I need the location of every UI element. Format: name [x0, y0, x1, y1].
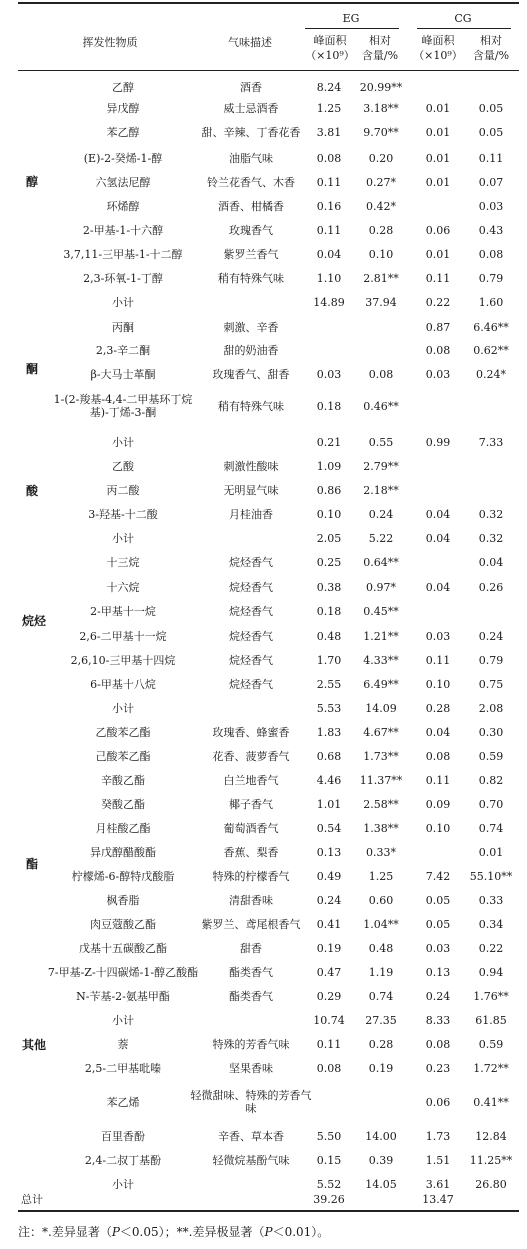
category-ketones: 酮 — [25, 362, 38, 376]
cell-eg-area: 0.11 — [316, 1038, 342, 1051]
cell-cg-area: 0.87 — [425, 321, 451, 334]
cell-cg-rel: 6.46** — [473, 321, 509, 334]
cell-cg-rel: 0.05 — [478, 126, 504, 139]
bottom-rule — [18, 1210, 519, 1212]
cell-odor: 酒香、柑橘香 — [218, 200, 284, 213]
cell-odor: 坚果香味 — [229, 1062, 273, 1075]
cell-cg-rel: 0.30 — [478, 726, 504, 739]
cell-eg-rel: 0.19 — [368, 1062, 394, 1075]
cell-eg-rel: 2.79** — [363, 460, 399, 473]
cell-eg-rel: 9.70** — [363, 126, 399, 139]
cell-cg-rel: 0.05 — [478, 102, 504, 115]
cell-odor: 甜、辛辣、丁香花香 — [201, 126, 301, 139]
cell-cg-area: 0.09 — [425, 798, 451, 811]
cell-name: 六氢法尼醇 — [95, 176, 151, 189]
cell-name: 萘 — [117, 1038, 129, 1051]
cell-cg-rel: 0.32 — [478, 508, 504, 521]
cell-cg-rel: 0.22 — [478, 942, 504, 955]
cell-name: (E)-2-癸烯-1-醇 — [83, 152, 163, 165]
cell-cg-area: 0.22 — [425, 296, 451, 309]
cell-cg-area: 0.06 — [425, 1096, 451, 1109]
cell-cg-area: 0.03 — [425, 368, 451, 381]
cell-eg-area: 0.11 — [316, 176, 342, 189]
cell-cg-area: 0.10 — [425, 678, 451, 691]
cell-eg-rel: 1.21** — [363, 630, 399, 643]
cell-eg-rel: 2.58** — [363, 798, 399, 811]
cell-cg-area: 0.04 — [425, 532, 451, 545]
cg-rel-header-2: 含量/% — [472, 49, 510, 62]
cell-eg-rel: 0.20 — [368, 152, 394, 165]
cell-cg-area: 0.03 — [425, 630, 451, 643]
cell-eg-area: 0.08 — [316, 1062, 342, 1075]
note-single-text: .差异显著（ — [48, 1225, 112, 1239]
cell-odor: 威士忌酒香 — [223, 102, 279, 115]
cell-cg-area: 7.42 — [425, 870, 451, 883]
cell-cg-rel: 0.01 — [478, 846, 504, 859]
cell-cg-area: 0.06 — [425, 224, 451, 237]
cell-odor: 月桂油香 — [229, 508, 273, 521]
cell-cg-area: 0.99 — [425, 436, 451, 449]
cell-name: 乙酸 — [112, 460, 134, 473]
cell-eg-area: 0.68 — [316, 750, 342, 763]
cell-eg-area: 10.74 — [313, 1014, 345, 1027]
cell-cg-rel: 0.59 — [478, 1038, 504, 1051]
cell-odor: 紫罗兰香气 — [223, 248, 279, 261]
cell-eg-area: 0.16 — [316, 200, 342, 213]
cell-eg-area: 0.86 — [316, 484, 342, 497]
cell-odor: 葡萄酒香气 — [223, 822, 279, 835]
cell-name: 2,5-二甲基吡嗪 — [84, 1062, 162, 1075]
cell-cg-area: 0.23 — [425, 1062, 451, 1075]
cell-eg-area: 14.89 — [313, 296, 345, 309]
cell-odor: 玫瑰香气、甜香 — [212, 368, 290, 381]
cell-cg-area: 0.01 — [425, 126, 451, 139]
category-alcohols: 醇 — [25, 175, 38, 189]
cell-name: 小计 — [112, 1178, 134, 1191]
cell-cg-rel: 0.26 — [478, 581, 504, 594]
note-single-threshold: ＜0.05）； — [119, 1225, 177, 1239]
cell-eg-area: 0.24 — [316, 894, 342, 907]
cell-name: N-苄基-2-氨基甲酯 — [76, 990, 170, 1003]
cell-eg-area: 0.21 — [316, 436, 342, 449]
cell-eg-area: 2.55 — [316, 678, 342, 691]
cell-eg-rel: 14.00 — [365, 1130, 397, 1143]
cell-name: 3,7,11-三甲基-1-十二醇 — [63, 248, 183, 261]
cell-odor: 清甜香味 — [229, 894, 273, 907]
cell-name: 2,6,10-三甲基十四烷 — [70, 654, 176, 667]
cell-cg-rel: 11.25** — [469, 1154, 513, 1167]
eg-rel-header-1: 相对 — [369, 34, 391, 47]
cell-eg-area: 3.81 — [316, 126, 342, 139]
cell-eg-area: 1.01 — [316, 798, 342, 811]
cell-cg-rel: 0.07 — [478, 176, 504, 189]
header-odor: 气味描述 — [228, 36, 272, 49]
cell-eg-rel: 2.81** — [363, 272, 399, 285]
cell-eg-rel: 0.28 — [368, 1038, 394, 1051]
cell-odor: 玫瑰香气 — [229, 224, 273, 237]
cell-cg-rel: 0.03 — [478, 200, 504, 213]
cell-eg-area: 0.25 — [316, 556, 342, 569]
cell-cg-rel: 0.62** — [473, 344, 509, 357]
cell-cg-rel: 0.34 — [478, 918, 504, 931]
cell-eg-rel: 0.33* — [366, 846, 396, 859]
cell-cg-area: 0.03 — [425, 942, 451, 955]
cell-eg-area: 5.50 — [316, 1130, 342, 1143]
cell-odor: 紫罗兰、鸢尾根香气 — [201, 918, 301, 931]
cell-cg-area: 0.01 — [425, 152, 451, 165]
cell-eg-area: 0.18 — [316, 605, 342, 618]
cell-eg-rel: 14.05 — [365, 1178, 397, 1191]
cell-name: 戊基十五碳酸乙酯 — [79, 942, 167, 955]
cell-name: 辛酸乙酯 — [101, 774, 145, 787]
cell-name: 环烯醇 — [106, 200, 140, 213]
cell-odor: 甜的奶油香 — [223, 344, 279, 357]
cell-cg-area: 0.01 — [425, 248, 451, 261]
cell-eg-rel: 0.64** — [363, 556, 399, 569]
cell-cg-area: 0.13 — [425, 966, 451, 979]
cg-subrule — [417, 28, 511, 29]
cell-eg-rel: 1.19 — [368, 966, 394, 979]
cell-cg-rel: 7.33 — [478, 436, 504, 449]
cell-cg-rel: 61.85 — [475, 1014, 507, 1027]
cell-cg-rel: 0.24* — [476, 368, 506, 381]
note-double-text: .差异极显著（ — [188, 1225, 265, 1239]
cell-odor: 无明显气味 — [223, 484, 279, 497]
cell-eg-rel: 4.67** — [363, 726, 399, 739]
cell-cg-rel: 12.84 — [475, 1130, 507, 1143]
cell-name: 百里香酚 — [101, 1130, 145, 1143]
cell-name: 2,6-二甲基十一烷 — [79, 630, 167, 643]
cell-odor: 香蕉、梨香 — [223, 846, 279, 859]
cell-odor: 玫瑰香、蜂蜜香 — [212, 726, 290, 739]
cell-eg-area: 5.52 — [316, 1178, 342, 1191]
cell-eg-rel: 14.09 — [365, 702, 397, 715]
cell-odor: 稍有特殊气味 — [218, 272, 284, 285]
cell-eg-rel: 27.35 — [365, 1014, 397, 1027]
cell-eg-area: 1.09 — [316, 460, 342, 473]
cell-name: 2,3-辛二酮 — [95, 344, 151, 357]
cell-eg-area: 8.24 — [316, 81, 342, 94]
cell-cg-area: 0.08 — [425, 344, 451, 357]
note-p-letter: P — [111, 1225, 120, 1239]
cell-cg-area: 0.24 — [425, 990, 451, 1003]
cell-eg-rel: 0.28 — [368, 224, 394, 237]
cell-name: 己酸苯乙酯 — [95, 750, 151, 763]
cell-cg-rel: 1.72** — [473, 1062, 509, 1075]
cg-area-header-1: 峰面积 — [421, 34, 455, 47]
cell-name: 乙酸苯乙酯 — [95, 726, 151, 739]
cell-name: 小计 — [112, 702, 134, 715]
cell-name: β-大马士革酮 — [90, 368, 156, 381]
cell-name: 肉豆蔻酸乙酯 — [90, 918, 156, 931]
cell-eg-area: 0.03 — [316, 368, 342, 381]
cell-cg-rel: 0.32 — [478, 532, 504, 545]
cell-eg-rel: 37.94 — [365, 296, 397, 309]
cell-eg-rel: 0.45** — [363, 605, 399, 618]
cell-name: 2,4-二叔丁基酚 — [84, 1154, 162, 1167]
cell-eg-area: 0.54 — [316, 822, 342, 835]
cell-name: 1-(2-羧基-4,4-二甲基环丁烷基)-丁烯-3-酮 — [53, 393, 193, 419]
cell-cg-area: 0.08 — [425, 1038, 451, 1051]
cell-odor: 特殊的芳香气味 — [212, 1038, 290, 1051]
cell-eg-rel: 1.25 — [368, 870, 394, 883]
cell-cg-area: 0.05 — [425, 918, 451, 931]
cell-odor: 酯类香气 — [229, 990, 273, 1003]
category-alkanes: 烷烃 — [21, 614, 46, 628]
total-label: 总计 — [21, 1193, 43, 1206]
cell-name: 小计 — [112, 532, 134, 545]
cell-eg-area: 0.38 — [316, 581, 342, 594]
cell-name: 小计 — [112, 296, 134, 309]
cell-eg-area: 0.15 — [316, 1154, 342, 1167]
cell-cg-area: 1.51 — [425, 1154, 451, 1167]
cell-odor: 花香、菠萝香气 — [212, 750, 290, 763]
cell-cg-area: 0.10 — [425, 822, 451, 835]
cell-name: 异戊醇 — [106, 102, 140, 115]
cell-eg-rel: 0.39 — [368, 1154, 394, 1167]
cell-eg-rel: 0.46** — [363, 400, 399, 413]
cell-cg-rel: 55.10** — [469, 870, 513, 883]
header-rule — [18, 70, 519, 71]
cell-cg-rel: 0.74 — [478, 822, 504, 835]
cell-odor: 烷烃香气 — [229, 630, 273, 643]
cell-cg-rel: 0.94 — [478, 966, 504, 979]
cell-odor: 烷烃香气 — [229, 556, 273, 569]
cell-odor: 烷烃香气 — [229, 678, 273, 691]
cell-eg-rel: 6.49** — [363, 678, 399, 691]
cell-name: 十六烷 — [106, 581, 140, 594]
cell-odor: 刺激性酸味 — [223, 460, 279, 473]
cell-eg-area: 1.83 — [316, 726, 342, 739]
cell-eg-area: 0.10 — [316, 508, 342, 521]
cell-eg-rel: 3.18** — [363, 102, 399, 115]
cell-name: 丙酮 — [112, 321, 134, 334]
cell-eg-area: 0.49 — [316, 870, 342, 883]
cell-name: 丙二酸 — [106, 484, 140, 497]
eg-subrule — [305, 28, 399, 29]
cell-odor: 酯类香气 — [229, 966, 273, 979]
cell-cg-area: 0.01 — [425, 102, 451, 115]
cell-eg-area: 0.48 — [316, 630, 342, 643]
note-prefix: 注： — [18, 1225, 43, 1239]
cell-eg-area: 0.11 — [316, 224, 342, 237]
cell-cg-rel: 0.11 — [478, 152, 504, 165]
cell-odor: 椰子香气 — [229, 798, 273, 811]
cell-cg-rel: 0.70 — [478, 798, 504, 811]
cell-odor: 稍有特殊气味 — [218, 400, 284, 413]
cell-eg-rel: 20.99** — [359, 81, 403, 94]
cell-name: 苯乙醇 — [106, 126, 140, 139]
cell-name: 小计 — [112, 436, 134, 449]
cell-odor: 烷烃香气 — [229, 605, 273, 618]
cell-cg-area: 0.11 — [425, 774, 451, 787]
cell-name: 2,3-环氧-1-丁醇 — [83, 272, 163, 285]
cell-odor: 轻微甜味、特殊的芳香气味 — [190, 1089, 312, 1115]
cell-name: 小计 — [112, 1014, 134, 1027]
table-note — [18, 1224, 329, 1240]
cell-name: 6-甲基十八烷 — [90, 678, 156, 691]
cell-eg-rel: 4.33** — [363, 654, 399, 667]
cell-name: 枫香脂 — [106, 894, 140, 907]
cell-cg-area: 8.33 — [425, 1014, 451, 1027]
cell-eg-rel: 0.60 — [368, 894, 394, 907]
cell-cg-rel: 0.24 — [478, 630, 504, 643]
cell-cg-rel: 0.43 — [478, 224, 504, 237]
cell-odor: 刺激、辛香 — [223, 321, 279, 334]
cell-eg-area: 0.04 — [316, 248, 342, 261]
cell-eg-rel: 0.10 — [368, 248, 394, 261]
category-acids: 酸 — [25, 484, 38, 498]
cell-eg-area: 0.13 — [316, 846, 342, 859]
cell-cg-rel: 0.75 — [478, 678, 504, 691]
cell-cg-area: 0.28 — [425, 702, 451, 715]
cell-eg-rel: 0.97* — [366, 581, 396, 594]
cell-odor: 白兰地香气 — [223, 774, 279, 787]
cell-cg-area: 1.73 — [425, 1130, 451, 1143]
cg-area-header-2: （×10⁹） — [413, 49, 463, 62]
cell-name: 癸酸乙酯 — [101, 798, 145, 811]
cell-eg-rel: 0.24 — [368, 508, 394, 521]
cell-odor: 甜香 — [240, 942, 262, 955]
cell-cg-rel: 0.79 — [478, 654, 504, 667]
cell-odor: 油脂气味 — [229, 152, 273, 165]
cell-cg-area: 0.04 — [425, 726, 451, 739]
cell-odor: 轻微烷基酚气味 — [212, 1154, 290, 1167]
cell-name: 异戊醇醋酸酯 — [90, 846, 156, 859]
cell-odor: 特殊的柠檬香气 — [212, 870, 290, 883]
cell-eg-rel: 5.22 — [368, 532, 394, 545]
cell-name: 月桂酸乙酯 — [95, 822, 151, 835]
note-double-threshold: ＜0.01）。 — [272, 1225, 330, 1239]
cell-eg-rel: 0.48 — [368, 942, 394, 955]
cell-name: 2-甲基-1-十六醇 — [82, 224, 164, 237]
cell-eg-area: 4.46 — [316, 774, 342, 787]
cell-cg-area: 0.11 — [425, 654, 451, 667]
cell-eg-rel: 1.04** — [363, 918, 399, 931]
cell-name: 2-甲基十一烷 — [90, 605, 156, 618]
cell-eg-area: 1.10 — [316, 272, 342, 285]
eg-area-header-1: 峰面积 — [313, 34, 347, 47]
top-rule — [18, 2, 519, 4]
cell-name: 3-羟基-十二酸 — [88, 508, 158, 521]
cell-cg-area: 0.04 — [425, 581, 451, 594]
header-cg: CG — [454, 12, 472, 25]
cell-cg-rel: 0.59 — [478, 750, 504, 763]
cell-cg-rel: 0.82 — [478, 774, 504, 787]
cell-cg-rel: 0.08 — [478, 248, 504, 261]
cell-cg-rel: 0.41** — [473, 1096, 509, 1109]
category-esters: 酯 — [25, 857, 38, 871]
cell-name: 7-甲基-Z-十四碳烯-1-醇乙酸酯 — [47, 966, 199, 979]
cell-cg-rel: 0.04 — [478, 556, 504, 569]
note-p-letter-2: P — [264, 1225, 273, 1239]
cell-cg-area: 3.61 — [425, 1178, 451, 1191]
note-single-mark: * — [42, 1225, 49, 1239]
cell-odor: 烷烃香气 — [229, 654, 273, 667]
cell-eg-area: 5.53 — [316, 702, 342, 715]
total-cg-area: 13.47 — [422, 1193, 454, 1206]
cell-eg-area: 0.29 — [316, 990, 342, 1003]
cell-cg-area: 0.05 — [425, 894, 451, 907]
cell-eg-rel: 0.55 — [368, 436, 394, 449]
cell-cg-area: 0.01 — [425, 176, 451, 189]
cell-cg-area: 0.11 — [425, 272, 451, 285]
cell-eg-area: 0.18 — [316, 400, 342, 413]
cell-name: 苯乙烯 — [106, 1096, 140, 1109]
cg-rel-header-1: 相对 — [480, 34, 502, 47]
cell-eg-area: 2.05 — [316, 532, 342, 545]
cell-eg-rel: 0.74 — [368, 990, 394, 1003]
header-compound: 挥发性物质 — [82, 36, 138, 49]
cell-name: 柠檬烯-6-醇特戊酸脂 — [71, 870, 175, 883]
cell-eg-rel: 1.38** — [363, 822, 399, 835]
cell-cg-rel: 2.08 — [478, 702, 504, 715]
cell-cg-rel: 0.33 — [478, 894, 504, 907]
eg-rel-header-2: 含量/% — [361, 49, 399, 62]
cell-cg-area: 0.08 — [425, 750, 451, 763]
cell-odor: 铃兰花香气、木香 — [207, 176, 295, 189]
cell-eg-rel: 1.73** — [363, 750, 399, 763]
cell-eg-area: 0.47 — [316, 966, 342, 979]
cell-eg-rel: 0.42* — [366, 200, 396, 213]
category-others: 其他 — [21, 1038, 46, 1052]
cell-eg-area: 1.70 — [316, 654, 342, 667]
cell-cg-rel: 1.60 — [478, 296, 504, 309]
cell-cg-rel: 26.80 — [475, 1178, 507, 1191]
cell-cg-area: 0.04 — [425, 508, 451, 521]
cell-eg-area: 1.25 — [316, 102, 342, 115]
cell-name: 乙醇 — [112, 81, 134, 94]
cell-eg-rel: 2.18** — [363, 484, 399, 497]
cell-eg-area: 0.19 — [316, 942, 342, 955]
total-eg-area: 39.26 — [313, 1193, 345, 1206]
cell-odor: 辛香、草本香 — [218, 1130, 284, 1143]
cell-eg-rel: 0.08 — [368, 368, 394, 381]
cell-cg-rel: 1.76** — [473, 990, 509, 1003]
cell-eg-area: 0.08 — [316, 152, 342, 165]
cell-odor: 酒香 — [240, 81, 262, 94]
cell-cg-rel: 0.79 — [478, 272, 504, 285]
cell-eg-area: 0.41 — [316, 918, 342, 931]
note-double-mark: ** — [176, 1225, 189, 1239]
cell-eg-rel: 11.37** — [359, 774, 403, 787]
header-eg: EG — [342, 12, 360, 25]
eg-area-header-2: （×10⁹） — [305, 49, 355, 62]
cell-name: 十三烷 — [106, 556, 140, 569]
cell-odor: 烷烃香气 — [229, 581, 273, 594]
cell-eg-rel: 0.27* — [366, 176, 396, 189]
